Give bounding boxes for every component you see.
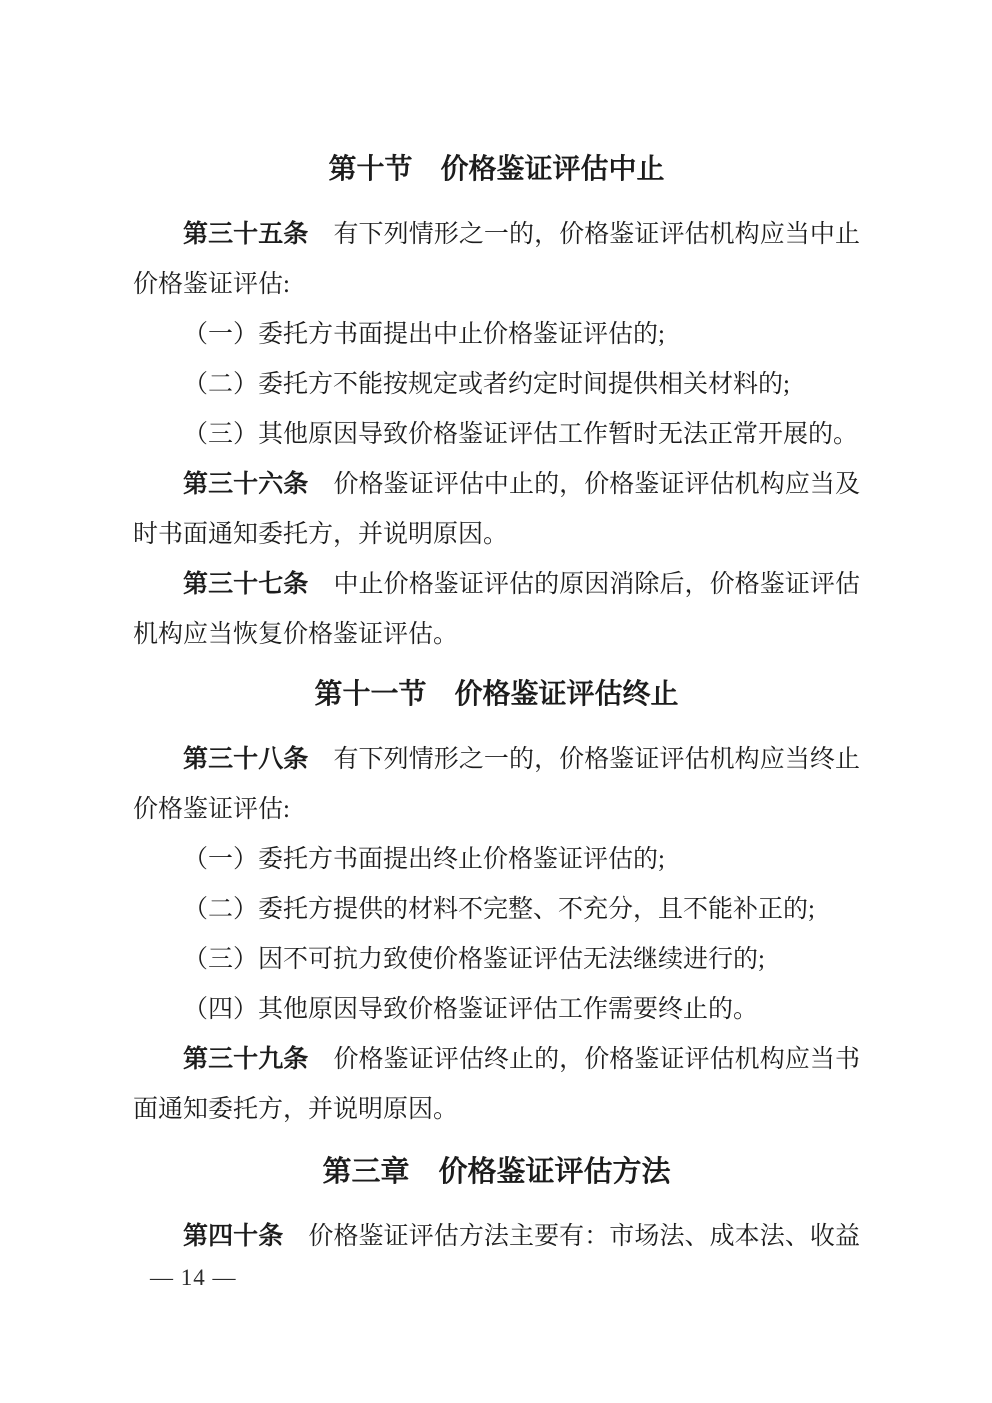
article-line bbox=[133, 460, 860, 510]
text-run: （三）其他原因导致价格鉴证评估工作暂时无法正常开展的。 bbox=[183, 421, 859, 448]
text-line bbox=[133, 610, 860, 660]
article-line bbox=[133, 560, 860, 610]
article-line bbox=[133, 210, 860, 260]
text-line bbox=[133, 360, 860, 410]
document-body bbox=[133, 145, 860, 1262]
section-heading: 第十节 价格鉴证评估中止 bbox=[328, 154, 665, 185]
text-run: （二）委托方不能按规定或者约定时间提供相关材料的; bbox=[183, 371, 790, 398]
text-run: （二）委托方提供的材料不完整、不充分，且不能补正的; bbox=[183, 896, 815, 923]
section-heading: 第十一节 价格鉴证评估终止 bbox=[314, 679, 679, 710]
article-line bbox=[133, 1212, 860, 1262]
article-line bbox=[133, 1035, 860, 1085]
text-run: 中止价格鉴证评估的原因消除后，价格鉴证评估 bbox=[308, 571, 860, 598]
article-number: 第三十五条 bbox=[183, 221, 309, 248]
text-run: （一）委托方书面提出中止价格鉴证评估的; bbox=[183, 321, 665, 348]
text-run: 有下列情形之一的，价格鉴证评估机构应当中止 bbox=[308, 221, 860, 248]
text-run: 面通知委托方，并说明原因。 bbox=[133, 1096, 459, 1123]
text-line bbox=[133, 1085, 860, 1135]
text-run: （四）其他原因导致价格鉴证评估工作需要终止的。 bbox=[183, 996, 759, 1023]
text-line bbox=[133, 835, 860, 885]
text-run: 价格鉴证评估中止的，价格鉴证评估机构应当及 bbox=[308, 471, 860, 498]
text-line bbox=[133, 935, 860, 985]
article-line bbox=[133, 735, 860, 785]
text-run: 有下列情形之一的，价格鉴证评估机构应当终止 bbox=[308, 746, 860, 773]
article-number: 第三十九条 bbox=[183, 1046, 309, 1073]
article-number: 第三十八条 bbox=[183, 746, 309, 773]
text-run: 价格鉴证评估终止的，价格鉴证评估机构应当书 bbox=[308, 1046, 860, 1073]
text-run: 价格鉴证评估: bbox=[133, 796, 290, 823]
chapter-heading: 第三章 价格鉴证评估方法 bbox=[322, 1156, 671, 1188]
text-run: 机构应当恢复价格鉴证评估。 bbox=[133, 621, 459, 648]
text-run: 价格鉴证评估方法主要有：市场法、成本法、收益 bbox=[283, 1223, 860, 1250]
article-number: 第三十六条 bbox=[183, 471, 309, 498]
article-number: 第四十条 bbox=[183, 1223, 284, 1250]
text-line bbox=[133, 310, 860, 360]
text-line bbox=[133, 885, 860, 935]
text-line bbox=[133, 510, 860, 560]
text-line bbox=[133, 410, 860, 460]
text-run: 价格鉴证评估: bbox=[133, 271, 290, 298]
page-number: — 14 — bbox=[150, 1265, 237, 1290]
article-number: 第三十七条 bbox=[183, 571, 309, 598]
text-line bbox=[133, 785, 860, 835]
text-run: （三）因不可抗力致使价格鉴证评估无法继续进行的; bbox=[183, 946, 765, 973]
text-line bbox=[133, 985, 860, 1035]
text-run: （一）委托方书面提出终止价格鉴证评估的; bbox=[183, 846, 665, 873]
text-run: 时书面通知委托方，并说明原因。 bbox=[133, 521, 509, 548]
text-line bbox=[133, 260, 860, 310]
